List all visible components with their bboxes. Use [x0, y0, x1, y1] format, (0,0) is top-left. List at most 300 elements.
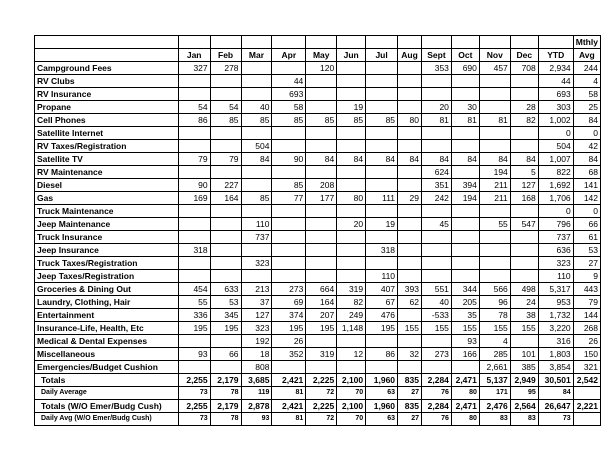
- row-label[interactable]: RV Maintenance: [35, 166, 179, 179]
- totals-cell[interactable]: 2,564: [510, 400, 538, 413]
- value-cell[interactable]: 374: [272, 309, 306, 322]
- value-cell[interactable]: 127: [241, 309, 272, 322]
- value-cell[interactable]: 268: [573, 322, 600, 335]
- value-cell[interactable]: 2,661: [479, 361, 510, 374]
- column-header[interactable]: Apr: [272, 49, 306, 62]
- value-cell[interactable]: [210, 244, 241, 257]
- value-cell[interactable]: 40: [241, 101, 272, 114]
- value-cell[interactable]: 211: [479, 192, 510, 205]
- value-cell[interactable]: 249: [337, 309, 366, 322]
- value-cell[interactable]: 285: [479, 348, 510, 361]
- value-cell[interactable]: 566: [479, 283, 510, 296]
- value-cell[interactable]: [421, 75, 451, 88]
- value-cell[interactable]: 273: [421, 348, 451, 361]
- empty-cell[interactable]: [421, 36, 451, 49]
- value-cell[interactable]: [510, 205, 538, 218]
- value-cell[interactable]: [178, 361, 210, 374]
- value-cell[interactable]: [241, 270, 272, 283]
- value-cell[interactable]: [451, 361, 479, 374]
- value-cell[interactable]: [421, 127, 451, 140]
- row-label[interactable]: Jeep Taxes/Registration: [35, 270, 179, 283]
- value-cell[interactable]: [337, 257, 366, 270]
- value-cell[interactable]: 78: [479, 309, 510, 322]
- totals-cell[interactable]: 2,471: [451, 374, 479, 387]
- value-cell[interactable]: [337, 361, 366, 374]
- value-cell[interactable]: 318: [366, 244, 398, 257]
- value-cell[interactable]: 101: [510, 348, 538, 361]
- value-cell[interactable]: 664: [306, 283, 337, 296]
- value-cell[interactable]: 81: [421, 114, 451, 127]
- totals-cell[interactable]: 2,476: [479, 400, 510, 413]
- value-cell[interactable]: 20: [421, 101, 451, 114]
- value-cell[interactable]: [210, 88, 241, 101]
- value-cell[interactable]: 85: [241, 192, 272, 205]
- value-cell[interactable]: 155: [451, 322, 479, 335]
- column-header[interactable]: Nov: [479, 49, 510, 62]
- empty-cell[interactable]: [451, 36, 479, 49]
- value-cell[interactable]: [451, 231, 479, 244]
- totals-cell[interactable]: 84: [538, 387, 573, 400]
- value-cell[interactable]: 85: [366, 114, 398, 127]
- totals-cell[interactable]: 81: [272, 413, 306, 426]
- value-cell[interactable]: [398, 309, 422, 322]
- totals-cell[interactable]: 30,501: [538, 374, 573, 387]
- value-cell[interactable]: 55: [479, 218, 510, 231]
- row-label[interactable]: Satellite Internet: [35, 127, 179, 140]
- row-label[interactable]: Campground Fees: [35, 62, 179, 75]
- totals-cell[interactable]: 2,255: [178, 374, 210, 387]
- totals-cell[interactable]: 2,225: [306, 374, 337, 387]
- value-cell[interactable]: [398, 127, 422, 140]
- value-cell[interactable]: 195: [366, 322, 398, 335]
- value-cell[interactable]: 53: [210, 296, 241, 309]
- value-cell[interactable]: 808: [241, 361, 272, 374]
- value-cell[interactable]: 90: [178, 179, 210, 192]
- totals-cell[interactable]: 1,960: [366, 374, 398, 387]
- value-cell[interactable]: -533: [421, 309, 451, 322]
- value-cell[interactable]: [337, 62, 366, 75]
- value-cell[interactable]: 693: [538, 88, 573, 101]
- value-cell[interactable]: 82: [510, 114, 538, 127]
- value-cell[interactable]: 303: [538, 101, 573, 114]
- value-cell[interactable]: 551: [421, 283, 451, 296]
- value-cell[interactable]: 44: [538, 75, 573, 88]
- value-cell[interactable]: [421, 257, 451, 270]
- value-cell[interactable]: [241, 205, 272, 218]
- value-cell[interactable]: [210, 75, 241, 88]
- value-cell[interactable]: [306, 75, 337, 88]
- value-cell[interactable]: [421, 335, 451, 348]
- totals-cell[interactable]: 63: [366, 387, 398, 400]
- value-cell[interactable]: 155: [510, 322, 538, 335]
- value-cell[interactable]: 407: [366, 283, 398, 296]
- value-cell[interactable]: [272, 231, 306, 244]
- value-cell[interactable]: 84: [421, 153, 451, 166]
- value-cell[interactable]: [306, 88, 337, 101]
- value-cell[interactable]: 66: [573, 218, 600, 231]
- value-cell[interactable]: [398, 231, 422, 244]
- value-cell[interactable]: [421, 88, 451, 101]
- value-cell[interactable]: 0: [538, 205, 573, 218]
- value-cell[interactable]: 0: [573, 127, 600, 140]
- value-cell[interactable]: 319: [337, 283, 366, 296]
- empty-cell[interactable]: [306, 36, 337, 49]
- value-cell[interactable]: [210, 166, 241, 179]
- value-cell[interactable]: [451, 257, 479, 270]
- column-header[interactable]: YTD: [538, 49, 573, 62]
- value-cell[interactable]: 195: [178, 322, 210, 335]
- value-cell[interactable]: 54: [210, 101, 241, 114]
- empty-cell[interactable]: [178, 36, 210, 49]
- value-cell[interactable]: 90: [272, 153, 306, 166]
- totals-cell[interactable]: 2,949: [510, 374, 538, 387]
- value-cell[interactable]: [510, 244, 538, 257]
- value-cell[interactable]: 68: [573, 166, 600, 179]
- totals-cell[interactable]: [573, 387, 600, 400]
- value-cell[interactable]: 19: [366, 218, 398, 231]
- value-cell[interactable]: [398, 205, 422, 218]
- value-cell[interactable]: 177: [306, 192, 337, 205]
- totals-cell[interactable]: 2,179: [210, 400, 241, 413]
- value-cell[interactable]: [398, 88, 422, 101]
- column-header[interactable]: Dec: [510, 49, 538, 62]
- totals-label[interactable]: Totals: [35, 374, 179, 387]
- value-cell[interactable]: 345: [210, 309, 241, 322]
- value-cell[interactable]: 192: [241, 335, 272, 348]
- value-cell[interactable]: [178, 140, 210, 153]
- totals-cell[interactable]: 2,225: [306, 400, 337, 413]
- value-cell[interactable]: 84: [573, 153, 600, 166]
- value-cell[interactable]: 242: [421, 192, 451, 205]
- value-cell[interactable]: [272, 166, 306, 179]
- value-cell[interactable]: [479, 127, 510, 140]
- value-cell[interactable]: 61: [573, 231, 600, 244]
- value-cell[interactable]: 69: [272, 296, 306, 309]
- value-cell[interactable]: [366, 62, 398, 75]
- value-cell[interactable]: [479, 205, 510, 218]
- value-cell[interactable]: 385: [510, 361, 538, 374]
- value-cell[interactable]: 67: [366, 296, 398, 309]
- value-cell[interactable]: 708: [510, 62, 538, 75]
- value-cell[interactable]: 454: [178, 283, 210, 296]
- value-cell[interactable]: 24: [510, 296, 538, 309]
- column-header[interactable]: Avg: [573, 49, 600, 62]
- value-cell[interactable]: 323: [241, 257, 272, 270]
- totals-cell[interactable]: 72: [306, 387, 337, 400]
- value-cell[interactable]: [272, 205, 306, 218]
- value-cell[interactable]: [178, 218, 210, 231]
- column-header[interactable]: Jun: [337, 49, 366, 62]
- value-cell[interactable]: 336: [178, 309, 210, 322]
- value-cell[interactable]: [178, 270, 210, 283]
- value-cell[interactable]: [337, 205, 366, 218]
- value-cell[interactable]: [510, 335, 538, 348]
- value-cell[interactable]: [366, 361, 398, 374]
- value-cell[interactable]: 81: [451, 114, 479, 127]
- value-cell[interactable]: [398, 335, 422, 348]
- totals-cell[interactable]: 76: [421, 387, 451, 400]
- value-cell[interactable]: [272, 257, 306, 270]
- value-cell[interactable]: [398, 361, 422, 374]
- value-cell[interactable]: 85: [272, 179, 306, 192]
- value-cell[interactable]: [337, 127, 366, 140]
- value-cell[interactable]: 120: [306, 62, 337, 75]
- value-cell[interactable]: [210, 361, 241, 374]
- value-cell[interactable]: [337, 335, 366, 348]
- value-cell[interactable]: 195: [210, 322, 241, 335]
- empty-cell[interactable]: [538, 36, 573, 49]
- value-cell[interactable]: 953: [538, 296, 573, 309]
- column-header[interactable]: May: [306, 49, 337, 62]
- totals-cell[interactable]: 171: [479, 387, 510, 400]
- value-cell[interactable]: 85: [337, 114, 366, 127]
- value-cell[interactable]: 110: [241, 218, 272, 231]
- empty-cell[interactable]: [210, 36, 241, 49]
- value-cell[interactable]: 44: [272, 75, 306, 88]
- value-cell[interactable]: 168: [510, 192, 538, 205]
- value-cell[interactable]: 37: [241, 296, 272, 309]
- value-cell[interactable]: [421, 244, 451, 257]
- value-cell[interactable]: [421, 361, 451, 374]
- row-label[interactable]: Groceries & Dining Out: [35, 283, 179, 296]
- value-cell[interactable]: 110: [366, 270, 398, 283]
- totals-cell[interactable]: 835: [398, 374, 422, 387]
- value-cell[interactable]: [178, 257, 210, 270]
- empty-cell[interactable]: [398, 36, 422, 49]
- row-label[interactable]: Satellite TV: [35, 153, 179, 166]
- value-cell[interactable]: [366, 335, 398, 348]
- value-cell[interactable]: 443: [573, 283, 600, 296]
- value-cell[interactable]: [337, 244, 366, 257]
- value-cell[interactable]: 504: [241, 140, 272, 153]
- totals-cell[interactable]: 2,100: [337, 374, 366, 387]
- totals-cell[interactable]: 80: [451, 413, 479, 426]
- totals-cell[interactable]: 1,960: [366, 400, 398, 413]
- value-cell[interactable]: 84: [241, 153, 272, 166]
- value-cell[interactable]: 77: [272, 192, 306, 205]
- value-cell[interactable]: 351: [421, 179, 451, 192]
- value-cell[interactable]: 476: [366, 309, 398, 322]
- row-label[interactable]: Gas: [35, 192, 179, 205]
- value-cell[interactable]: 84: [510, 153, 538, 166]
- totals-cell[interactable]: 78: [210, 387, 241, 400]
- value-cell[interactable]: [398, 257, 422, 270]
- value-cell[interactable]: 5: [510, 166, 538, 179]
- value-cell[interactable]: [366, 205, 398, 218]
- totals-label[interactable]: Daily Avg (W/O Emer/Budg Cush): [35, 413, 179, 426]
- value-cell[interactable]: 79: [178, 153, 210, 166]
- value-cell[interactable]: 66: [210, 348, 241, 361]
- value-cell[interactable]: [178, 88, 210, 101]
- value-cell[interactable]: 82: [337, 296, 366, 309]
- totals-cell[interactable]: 26,647: [538, 400, 573, 413]
- value-cell[interactable]: [210, 127, 241, 140]
- value-cell[interactable]: [306, 127, 337, 140]
- value-cell[interactable]: 227: [210, 179, 241, 192]
- value-cell[interactable]: 20: [337, 218, 366, 231]
- value-cell[interactable]: 30: [451, 101, 479, 114]
- value-cell[interactable]: 213: [241, 283, 272, 296]
- empty-cell[interactable]: [510, 36, 538, 49]
- value-cell[interactable]: 144: [573, 309, 600, 322]
- value-cell[interactable]: 547: [510, 218, 538, 231]
- value-cell[interactable]: 155: [479, 322, 510, 335]
- value-cell[interactable]: 690: [451, 62, 479, 75]
- value-cell[interactable]: [479, 270, 510, 283]
- value-cell[interactable]: [337, 231, 366, 244]
- value-cell[interactable]: [210, 270, 241, 283]
- value-cell[interactable]: 110: [538, 270, 573, 283]
- value-cell[interactable]: [306, 140, 337, 153]
- value-cell[interactable]: 84: [451, 153, 479, 166]
- value-cell[interactable]: 737: [538, 231, 573, 244]
- value-cell[interactable]: [421, 270, 451, 283]
- value-cell[interactable]: 633: [210, 283, 241, 296]
- value-cell[interactable]: 1,706: [538, 192, 573, 205]
- row-label[interactable]: Entertainment: [35, 309, 179, 322]
- column-header[interactable]: Feb: [210, 49, 241, 62]
- value-cell[interactable]: 737: [241, 231, 272, 244]
- value-cell[interactable]: 822: [538, 166, 573, 179]
- value-cell[interactable]: 1,002: [538, 114, 573, 127]
- value-cell[interactable]: [178, 166, 210, 179]
- value-cell[interactable]: 142: [573, 192, 600, 205]
- row-label[interactable]: Truck Taxes/Registration: [35, 257, 179, 270]
- empty-cell[interactable]: [337, 36, 366, 49]
- totals-cell[interactable]: 27: [398, 413, 422, 426]
- row-label[interactable]: Emergencies/Budget Cushion: [35, 361, 179, 374]
- value-cell[interactable]: [178, 205, 210, 218]
- totals-cell[interactable]: 70: [337, 387, 366, 400]
- value-cell[interactable]: 457: [479, 62, 510, 75]
- value-cell[interactable]: [451, 88, 479, 101]
- value-cell[interactable]: 155: [398, 322, 422, 335]
- value-cell[interactable]: 636: [538, 244, 573, 257]
- value-cell[interactable]: [451, 244, 479, 257]
- value-cell[interactable]: 62: [398, 296, 422, 309]
- value-cell[interactable]: 150: [573, 348, 600, 361]
- value-cell[interactable]: 35: [451, 309, 479, 322]
- totals-cell[interactable]: 83: [479, 413, 510, 426]
- column-header[interactable]: Jan: [178, 49, 210, 62]
- totals-cell[interactable]: 73: [178, 413, 210, 426]
- value-cell[interactable]: [421, 140, 451, 153]
- value-cell[interactable]: 12: [337, 348, 366, 361]
- value-cell[interactable]: [241, 179, 272, 192]
- value-cell[interactable]: 84: [337, 153, 366, 166]
- totals-cell[interactable]: 80: [451, 387, 479, 400]
- value-cell[interactable]: [398, 101, 422, 114]
- totals-cell[interactable]: 2,878: [241, 400, 272, 413]
- value-cell[interactable]: 207: [306, 309, 337, 322]
- totals-cell[interactable]: 83: [510, 413, 538, 426]
- value-cell[interactable]: [451, 75, 479, 88]
- value-cell[interactable]: [398, 75, 422, 88]
- value-cell[interactable]: [398, 62, 422, 75]
- value-cell[interactable]: 79: [210, 153, 241, 166]
- value-cell[interactable]: 1,732: [538, 309, 573, 322]
- value-cell[interactable]: [398, 179, 422, 192]
- value-cell[interactable]: [479, 244, 510, 257]
- value-cell[interactable]: [510, 140, 538, 153]
- row-label[interactable]: Laundry, Clothing, Hair: [35, 296, 179, 309]
- totals-cell[interactable]: 119: [241, 387, 272, 400]
- empty-cell[interactable]: [479, 36, 510, 49]
- value-cell[interactable]: [366, 75, 398, 88]
- value-cell[interactable]: [510, 257, 538, 270]
- totals-cell[interactable]: 2,100: [337, 400, 366, 413]
- value-cell[interactable]: [210, 218, 241, 231]
- value-cell[interactable]: 164: [306, 296, 337, 309]
- value-cell[interactable]: 1,148: [337, 322, 366, 335]
- value-cell[interactable]: 26: [272, 335, 306, 348]
- row-label[interactable]: Medical & Dental Expenses: [35, 335, 179, 348]
- value-cell[interactable]: 55: [178, 296, 210, 309]
- value-cell[interactable]: [272, 140, 306, 153]
- totals-cell[interactable]: 835: [398, 400, 422, 413]
- totals-cell[interactable]: 63: [366, 413, 398, 426]
- value-cell[interactable]: [451, 127, 479, 140]
- value-cell[interactable]: 81: [479, 114, 510, 127]
- column-header[interactable]: Aug: [398, 49, 422, 62]
- totals-cell[interactable]: 2,421: [272, 374, 306, 387]
- header-corner[interactable]: [35, 49, 179, 62]
- value-cell[interactable]: [210, 205, 241, 218]
- totals-label[interactable]: Daily Average: [35, 387, 179, 400]
- value-cell[interactable]: 85: [241, 114, 272, 127]
- value-cell[interactable]: [398, 218, 422, 231]
- row-label[interactable]: Insurance-Life, Health, Etc: [35, 322, 179, 335]
- value-cell[interactable]: 1,007: [538, 153, 573, 166]
- column-header[interactable]: Oct: [451, 49, 479, 62]
- value-cell[interactable]: 84: [573, 114, 600, 127]
- value-cell[interactable]: 211: [479, 179, 510, 192]
- totals-cell[interactable]: 2,284: [421, 374, 451, 387]
- value-cell[interactable]: 0: [573, 205, 600, 218]
- value-cell[interactable]: [241, 127, 272, 140]
- value-cell[interactable]: [366, 140, 398, 153]
- value-cell[interactable]: [241, 75, 272, 88]
- empty-cell[interactable]: [366, 36, 398, 49]
- value-cell[interactable]: [178, 127, 210, 140]
- value-cell[interactable]: [306, 231, 337, 244]
- totals-cell[interactable]: 2,542: [573, 374, 600, 387]
- value-cell[interactable]: [241, 166, 272, 179]
- totals-cell[interactable]: 5,137: [479, 374, 510, 387]
- value-cell[interactable]: 278: [210, 62, 241, 75]
- row-label[interactable]: Miscellaneous: [35, 348, 179, 361]
- totals-cell[interactable]: 2,179: [210, 374, 241, 387]
- totals-cell[interactable]: 2,221: [573, 400, 600, 413]
- value-cell[interactable]: 352: [272, 348, 306, 361]
- value-cell[interactable]: [421, 231, 451, 244]
- totals-cell[interactable]: 73: [538, 413, 573, 426]
- value-cell[interactable]: 38: [510, 309, 538, 322]
- value-cell[interactable]: 19: [337, 101, 366, 114]
- value-cell[interactable]: [510, 88, 538, 101]
- value-cell[interactable]: 319: [306, 348, 337, 361]
- value-cell[interactable]: 194: [479, 166, 510, 179]
- totals-cell[interactable]: 2,284: [421, 400, 451, 413]
- value-cell[interactable]: [510, 75, 538, 88]
- totals-cell[interactable]: 73: [178, 387, 210, 400]
- totals-cell[interactable]: 78: [210, 413, 241, 426]
- value-cell[interactable]: 316: [538, 335, 573, 348]
- value-cell[interactable]: 318: [178, 244, 210, 257]
- value-cell[interactable]: 1,803: [538, 348, 573, 361]
- value-cell[interactable]: [272, 127, 306, 140]
- value-cell[interactable]: 40: [421, 296, 451, 309]
